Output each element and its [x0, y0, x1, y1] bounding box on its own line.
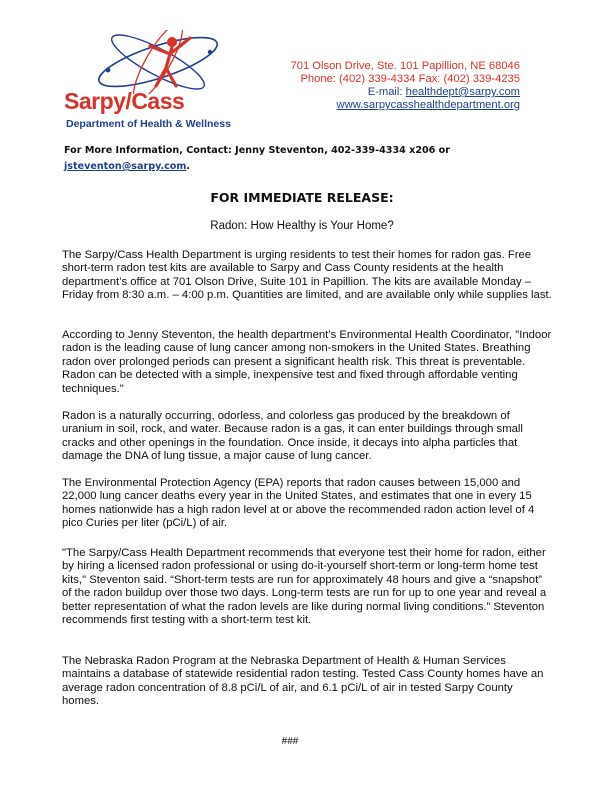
- website-link[interactable]: www.sarpycasshealthdepartment.org: [336, 99, 520, 111]
- organization-logo: [58, 30, 238, 130]
- release-title: FOR IMMEDIATE RELEASE:: [210, 190, 394, 205]
- org-subtitle: Department of Health & Wellness: [66, 118, 231, 130]
- paragraph-3: Radon is a naturally occurring, odorless, and colorless gas produced by the breakdown of uranium in soil, rock, and water. Because radon is a gas, it can enter buildings through small cracks and other openings in the foundation. Once inside, it decays into alpha particles that damage the DNA of lung tissue, a major cause of lung cancer.: [62, 410, 523, 463]
- end-mark: ###: [281, 736, 299, 747]
- more-info-contact: [64, 143, 544, 175]
- letterhead-contact: [291, 60, 520, 112]
- org-name: Sarpy/Cass: [64, 88, 185, 114]
- paragraph-1: The Sarpy/Cass Health Department is urging residents to test their homes for radon gas. Free short-term radon test kits are available to Sarpy and Cass County residents at the health department’s office at 701 Olson Drive, Suite 101 in Papillion. The kits are available Monday – Friday from 8:30 a.m. – 4:00 p.m. Quantities are limited, and are available only while supplies last.: [62, 249, 552, 302]
- email-link[interactable]: healthdept@sarpy.com: [405, 86, 520, 98]
- paragraph-6: The Nebraska Radon Program at the Nebraska Department of Health & Human Services maintains a database of statewide residential radon testing. Tested Cass County homes have an average radon concentration of 8.8 pCi/L of air, and 6.1 pCi/L of air in tested Sarpy County homes.: [62, 655, 544, 708]
- paragraph-2: According to Jenny Steventon, the health department’s Environmental Health Coordinator, "Indoor radon is the leading cause of lung cancer among non-smokers in the United States. Breathing radon over prolonged periods can present a significant health risk. This threat is preventable. Radon can be detected with a simple, inexpensive test and fixed through affordable venting techniques.": [62, 329, 552, 395]
- address-line: 701 Olson Drive, Ste. 101 Papillion, NE 68046: [290, 60, 520, 72]
- paragraph-5: "The Sarpy/Cass Health Department recommends that everyone test their home for radon, either by hiring a licensed radon professional or using do-it-yourself short-term or long-term home test kits," Steventon said. “Short-term tests are run for approximately 48 hours and give a “snapshot” of the radon buildup over those two days. Long-term tests are run for up to one year and reveal a better representation of what the radon levels are like during normal living conditions.” Steventon recommends first testing with a short-term test kit.: [62, 547, 547, 627]
- paragraph-4: The Environmental Protection Agency (EPA) reports that radon causes between 15,000 and 22,000 lung cancer deaths every year in the United States, and estimates that one in every 15 homes nationwide has a high radon level at or above the recommended radon action level of 4 pico Curies per liter (pCi/L) of air.: [62, 477, 535, 530]
- email-line: [291, 86, 520, 99]
- release-subtitle: Radon: How Healthy is Your Home?: [210, 220, 394, 232]
- phone-fax-line: Phone: (402) 339-4334 Fax: (402) 339-4235: [300, 73, 520, 85]
- website-line: [291, 99, 520, 112]
- email-label: E-mail:: [367, 86, 403, 98]
- atom-figure-icon: [58, 30, 238, 94]
- contact-email-suffix: .: [186, 161, 191, 172]
- more-info-text: For More Information, Contact: Jenny Steventon, 402-339-4334 x206 or: [64, 145, 451, 156]
- contact-email-link[interactable]: jsteventon@sarpy.com: [64, 161, 187, 172]
